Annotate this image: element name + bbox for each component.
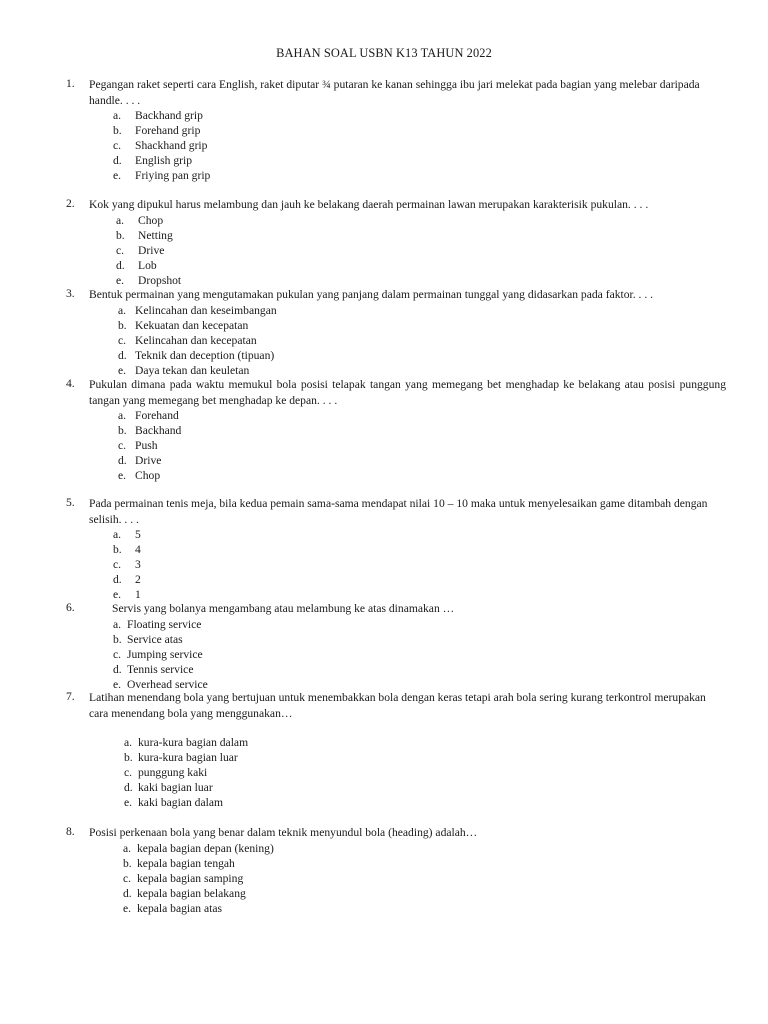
option-c: c. 3: [113, 558, 141, 572]
option-list: [118, 303, 726, 378]
option-d: d. kepala bagian belakang: [123, 886, 246, 900]
option-a: a. Floating service: [113, 617, 202, 631]
question-number: 5.: [66, 496, 75, 509]
question-text: Kok yang dipukul harus melambung dan jauh ke belakang daerah permainan lawan merupakan karakterisik pukulan. . . .: [89, 198, 649, 211]
option-b: b. Forehand grip: [113, 124, 201, 138]
option-c: c. Jumping service: [113, 647, 203, 661]
option-c: c. kepala bagian samping: [123, 871, 244, 885]
option-a: a. 5: [113, 528, 141, 541]
option-d: d. English grip: [113, 154, 193, 168]
option-a: a. Backhand grip: [113, 109, 203, 122]
question-text: Latihan menendang bola yang bertujuan untuk menembakkan bola dengan keras tetapi arah bola sering kurang terkontrol merupakan cara menendang bola yang menggunakan…: [89, 691, 706, 720]
option-c: c. Kelincahan dan kecepatan: [118, 333, 257, 347]
question-8: [66, 825, 726, 916]
option-e: e. Overhead service: [113, 677, 208, 691]
option-e: e. kaki bagian dalam: [124, 796, 223, 810]
option-list: [113, 617, 726, 692]
option-list: [118, 408, 726, 483]
option-c: c. Drive: [116, 243, 165, 257]
question-5: [66, 496, 726, 602]
option-b: b. Backhand: [118, 424, 182, 438]
option-e: e. Chop: [118, 469, 161, 483]
question-number: 1.: [66, 77, 75, 90]
question-6: [66, 601, 726, 692]
option-list: [123, 841, 726, 916]
option-d: d. Teknik dan deception (tipuan): [118, 348, 275, 362]
question-number: 6.: [66, 601, 75, 614]
question-number: 2.: [66, 197, 75, 210]
option-b: b. kura-kura bagian luar: [124, 751, 238, 765]
option-a: a. Chop: [116, 213, 164, 227]
question-number: 8.: [66, 825, 75, 838]
option-d: d. Drive: [118, 454, 162, 468]
option-e: e. kepala bagian atas: [123, 901, 222, 915]
option-c: c. punggung kaki: [124, 766, 208, 780]
question-text: Pada permainan tenis meja, bila kedua pemain sama-sama mendapat nilai 10 – 10 maka untuk menyelesaikan game ditambah dengan selisih. . . .: [89, 497, 708, 526]
option-list: [113, 527, 726, 602]
option-e: e. Dropshot: [116, 273, 182, 287]
option-e: e. Daya tekan dan keuletan: [118, 363, 250, 377]
option-e: e. 1: [113, 588, 141, 602]
question-3: [66, 287, 726, 378]
option-list: [116, 213, 726, 288]
option-c: c. Push: [118, 439, 158, 453]
question-number: 4.: [66, 377, 75, 390]
option-list: [113, 108, 726, 183]
option-a: a. Forehand: [118, 409, 179, 422]
option-d: d. 2: [113, 573, 141, 587]
option-d: d. kaki bagian luar: [124, 781, 213, 795]
option-c: c. Shackhand grip: [113, 139, 208, 153]
option-b: b. Netting: [116, 228, 173, 242]
question-number: 3.: [66, 287, 75, 300]
option-d: d. Tennis service: [113, 662, 194, 676]
option-a: a. kura-kura bagian dalam: [124, 736, 249, 749]
question-text: Pukulan dimana pada waktu memukul bola posisi telapak tangan yang memegang bet menghadap ke belakang atau posisi punggung tangan yang memegang bet menghadap ke depan. . . .: [89, 378, 726, 407]
option-d: d. Lob: [116, 258, 157, 272]
option-a: a. kepala bagian depan (kening): [123, 841, 274, 855]
question-text: Bentuk permainan yang mengutamakan pukulan yang panjang dalam permainan tunggal yang didasarkan pada faktor. . . .: [89, 288, 654, 301]
question-text: Posisi perkenaan bola yang benar dalam teknik menyundul bola (heading) adalah…: [89, 826, 478, 839]
page-title: BAHAN SOAL USBN K13 TAHUN 2022: [276, 46, 492, 60]
option-b: b. kepala bagian tengah: [123, 856, 235, 870]
option-b: b. 4: [113, 543, 141, 557]
option-b: b. Kekuatan dan kecepatan: [118, 318, 249, 332]
option-b: b. Service atas: [113, 632, 183, 646]
option-list: [124, 735, 726, 810]
question-4: [66, 377, 726, 483]
question-7: [66, 690, 726, 810]
question-number: 7.: [66, 690, 75, 703]
question-text: Servis yang bolanya mengambang atau melambung ke atas dinamakan …: [112, 602, 455, 615]
question-text: Pegangan raket seperti cara English, raket diputar ¾ putaran ke kanan sehingga ibu jari melekat pada bagian yang melebar daripada handle. . . .: [89, 78, 700, 107]
option-a: a. Kelincahan dan keseimbangan: [118, 303, 277, 317]
question-2: [66, 197, 726, 288]
option-e: e. Friying pan grip: [113, 169, 211, 183]
question-1: [66, 77, 726, 183]
